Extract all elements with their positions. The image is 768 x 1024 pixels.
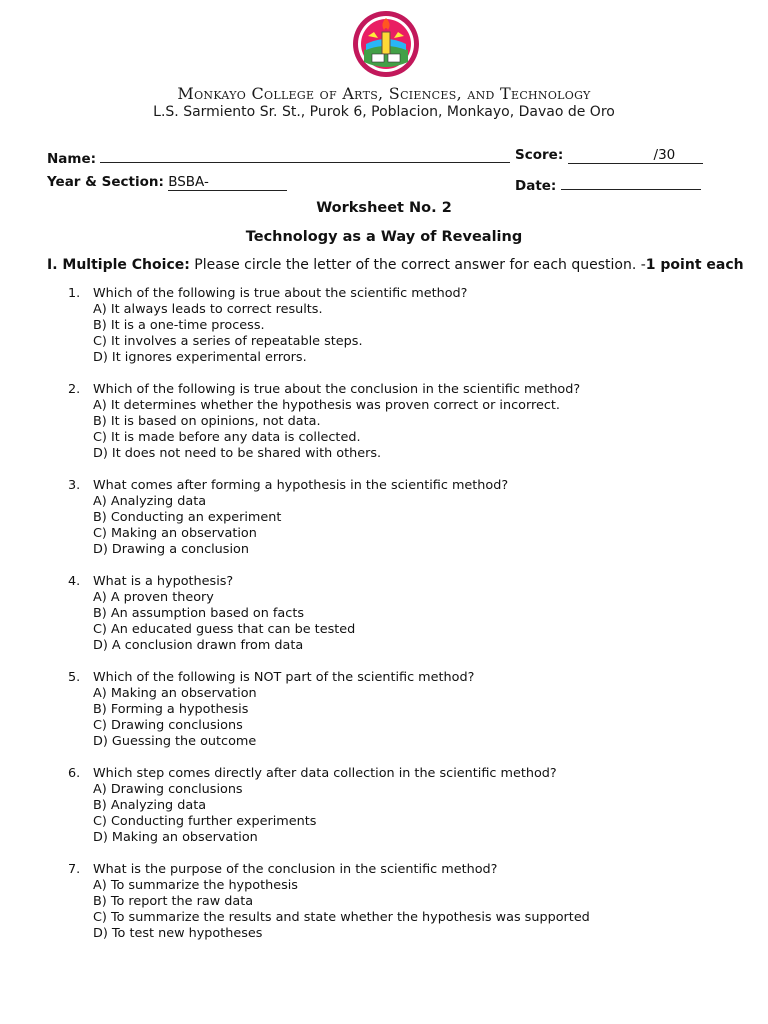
choice-b[interactable]: B) It is based on opinions, not data. [93,414,321,429]
choice-c[interactable]: C) To summarize the results and state whether the hypothesis was supported [93,910,590,925]
choice-a[interactable]: A) It always leads to correct results. [93,302,323,317]
question-item [68,862,748,942]
name-field [47,147,510,167]
question-number: 5. [68,670,81,685]
choice-c[interactable]: C) Making an observation [93,526,257,541]
choice-c[interactable]: C) An educated guess that can be tested [93,622,356,637]
choice-d[interactable]: D) Drawing a conclusion [93,542,249,557]
score-field [515,147,703,164]
choice-b[interactable]: B) Analyzing data [93,798,207,813]
question-number: 4. [68,574,81,589]
question-text: Which of the following is true about the scientific method? [93,286,468,301]
question-text: What is the purpose of the conclusion in the scientific method? [93,862,498,877]
choice-b[interactable]: B) It is a one-time process. [93,318,265,333]
choice-b[interactable]: B) To report the raw data [93,894,254,909]
college-address: L.S. Sarmiento Sr. St., Purok 6, Poblacion, Monkayo, Davao de Oro [153,104,615,120]
question-number: 7. [68,862,81,877]
college-seal-logo [352,10,420,78]
question-item [68,286,748,366]
question-item [68,574,748,654]
section-instruction [47,257,744,273]
question-item [68,478,748,558]
choice-a[interactable]: A) A proven theory [93,590,214,605]
question-text: Which of the following is NOT part of the scientific method? [93,670,475,685]
worksheet-title: Technology as a Way of Revealing [245,229,523,245]
choice-c[interactable]: C) Conducting further experiments [93,814,317,829]
name-blank[interactable] [100,147,510,163]
choice-a[interactable]: A) Analyzing data [93,494,207,509]
question-text: What comes after forming a hypothesis in the scientific method? [93,478,509,493]
date-blank[interactable] [561,174,701,190]
choice-d[interactable]: D) Guessing the outcome [93,734,257,749]
score-total: /30 [653,147,676,163]
question-item [68,382,748,462]
question-list [68,286,748,958]
question-number: 2. [68,382,81,397]
choice-b[interactable]: B) An assumption based on facts [93,606,304,621]
date-field [515,174,701,194]
name-label: Name: [47,151,97,167]
section-heading: I. Multiple Choice: [47,257,190,273]
question-number: 6. [68,766,81,781]
section-points: 1 point each [645,257,744,273]
choice-d[interactable]: D) Making an observation [93,830,258,845]
question-item [68,670,748,750]
choice-a[interactable]: A) To summarize the hypothesis [93,878,298,893]
choice-c[interactable]: C) Drawing conclusions [93,718,243,733]
question-text: Which step comes directly after data collection in the scientific method? [93,766,557,781]
choice-b[interactable]: B) Forming a hypothesis [93,702,249,717]
choice-a[interactable]: A) Making an observation [93,686,257,701]
question-number: 1. [68,286,81,301]
choice-d[interactable]: D) To test new hypotheses [93,926,263,941]
score-blank[interactable] [568,147,704,164]
year-section-label: Year & Section: [47,174,164,190]
question-number: 3. [68,478,81,493]
question-text: Which of the following is true about the conclusion in the scientific method? [93,382,581,397]
year-section-value: BSBA- [168,174,209,190]
question-item [68,766,748,846]
section-instruction-text: Please circle the letter of the correct answer for each question. - [189,257,646,273]
choice-d[interactable]: D) It ignores experimental errors. [93,350,307,365]
worksheet-number: Worksheet No. 2 [316,200,452,216]
choice-c[interactable]: C) It is made before any data is collected. [93,430,361,445]
choice-a[interactable]: A) It determines whether the hypothesis was proven correct or incorrect. [93,398,560,413]
choice-b[interactable]: B) Conducting an experiment [93,510,282,525]
score-label: Score: [515,147,564,163]
college-name: Monkayo College of Arts, Sciences, and Technology [177,84,591,103]
year-section-blank[interactable] [168,174,287,191]
choice-c[interactable]: C) It involves a series of repeatable steps. [93,334,363,349]
choice-d[interactable]: D) A conclusion drawn from data [93,638,304,653]
choice-a[interactable]: A) Drawing conclusions [93,782,243,797]
date-label: Date: [515,178,557,194]
year-section-field [47,174,287,191]
question-text: What is a hypothesis? [93,574,234,589]
choice-d[interactable]: D) It does not need to be shared with others. [93,446,382,461]
